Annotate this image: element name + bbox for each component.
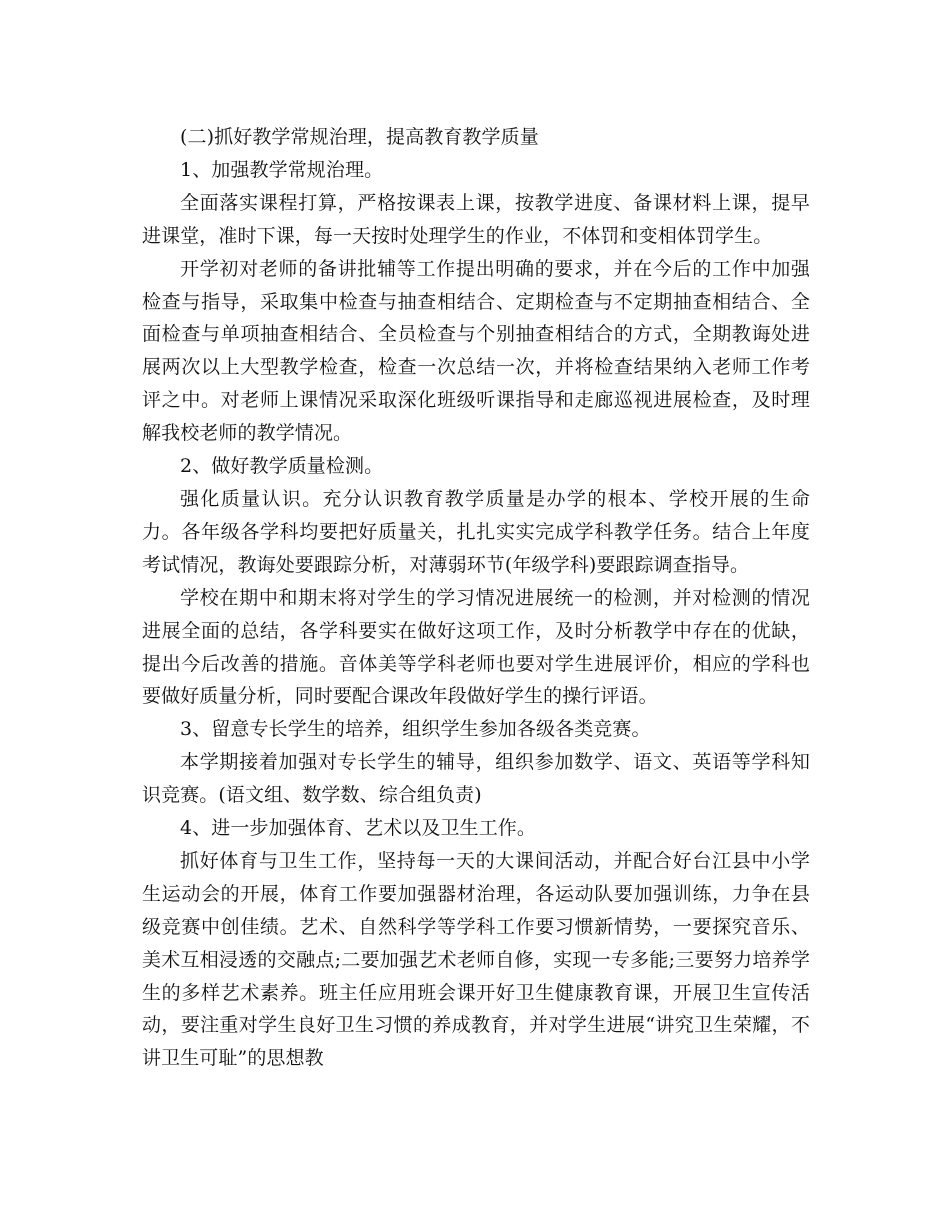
document-body	[142, 121, 810, 1075]
subsection-heading-2: 2、做好教学质量检测。	[180, 455, 384, 478]
paragraph-competition: 本学期接着加强对专长学生的辅导，组织参加数学、语文、英语等学科知识竞赛。(语文组、数学数、综合组负责)	[142, 751, 810, 807]
subsection-heading-1: 1、加强教学常规治理。	[180, 158, 384, 181]
paragraph-teacher-inspection: 开学初对老师的备讲批辅等工作提出明确的要求，并在今后的工作中加强检查与指导，采取集中检查与抽查相结合、定期检查与不定期抽查相结合、全面检查与单项抽查相结合、全员检查与个别抽查相结合的方式，全期教诲处进展两次以上大型教学检查，检查一次总结一次，并将检查结果纳入老师工作考评之中。对老师上课情况采取深化班级听课指导和走廊巡视进展检查，及时理解我校老师的教学情况。	[142, 257, 810, 445]
paragraph-midterm-final: 学校在期中和期末将对学生的学习情况进展统一的检测，并对检测的情况进展全面的总结，各学科要实在做好这项工作，及时分析教学中存在的优缺，提出今后改善的措施。音体美等学科老师也要对学生进展评价，相应的学科也要做好质量分析，同时要配合课改年段做好学生的操行评语。	[142, 586, 810, 708]
subsection-heading-3: 3、留意专长学生的培养，组织学生参加各级各类竞赛。	[180, 718, 651, 741]
paragraph-course-plan: 全面落实课程打算，严格按课表上课，按教学进度、备课材料上课，提早进课堂，准时下课，每一天按时处理学生的作业，不体罚和变相体罚学生。	[142, 191, 810, 247]
subsection-heading-4: 4、进一步加强体育、艺术以及卫生工作。	[180, 817, 536, 840]
section-heading: (二)抓好教学常规治理，提高教育教学质量	[180, 126, 539, 148]
paragraph-sports-art-hygiene: 抓好体育与卫生工作，坚持每一天的大课间活动，并配合好台江县中小学生运动会的开展，体育工作要加强器材治理，各运动队要加强训练，力争在县级竞赛中创佳绩。艺术、自然科学等学科工作要习惯新情势，一要探究音乐、美术互相浸透的交融点;二要加强艺术老师自修，实现一专多能;三要努力培养学生的多样艺术素养。班主任应用班会课开好卫生健康教育课，开展卫生宣传活动，要注重对学生良好卫生习惯的养成教育，并对学生进展“讲究卫生荣耀，不讲卫生可耻”的思想教	[142, 849, 810, 1070]
paragraph-quality-awareness: 强化质量认识。充分认识教育教学质量是办学的根本、学校开展的生命力。各年级各学科均要把好质量关，扎扎实实完成学科教学任务。结合上年度考试情况，教诲处要跟踪分析，对薄弱环节(年级学科)要跟踪调查指导。	[142, 487, 810, 576]
